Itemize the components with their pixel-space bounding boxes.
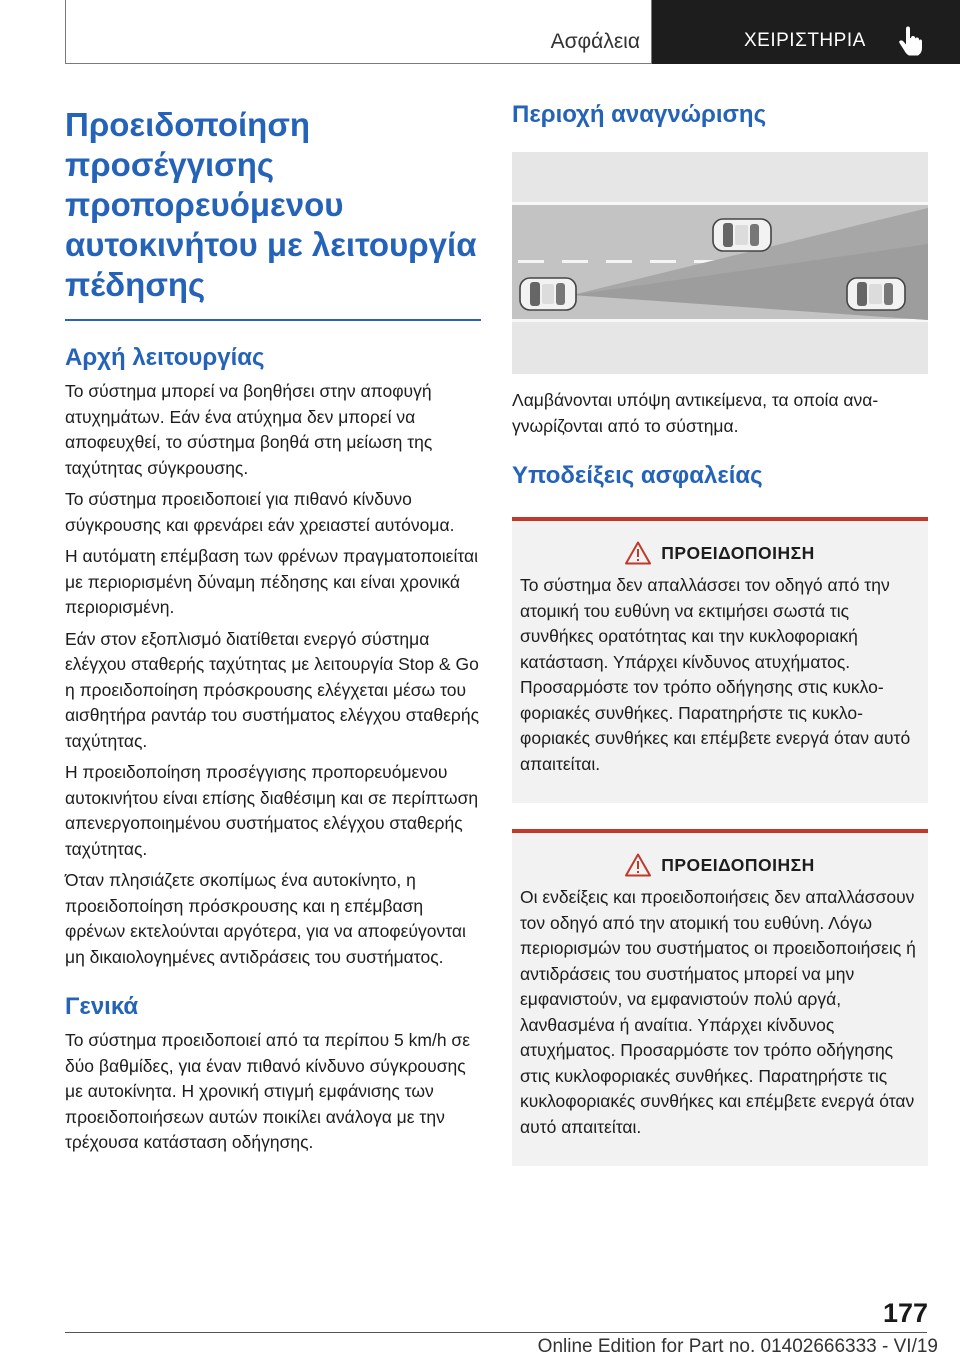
warning-triangle-icon — [625, 541, 651, 565]
warning-triangle-icon — [625, 853, 651, 877]
title-line: προσέγγισης — [65, 146, 275, 183]
section-heading-general: Γενικά — [65, 993, 139, 1020]
warning-box — [512, 517, 928, 803]
paragraph: Η προειδοποίηση προσέγγισης προπορευόμενου αυτοκινήτου είναι επίσης διαθέσιμη και σε περίπτωση απενεργοποιημένου συστήματος ελέγχου σταθερής ταχύτητας. — [65, 762, 479, 859]
warning-box — [512, 829, 928, 1166]
chapter-tab-label: ΧΕΙΡΙΣΤΗΡΙΑ — [744, 30, 866, 51]
paragraph: Εάν στον εξοπλισμό διατίθεται ενεργό σύστημα ελέγχου σταθερής ταχύτητας με λειτουργία Stop & Go η προειδοποίηση πρόσκρουσης ελέγχεται μέσω του αισθητήρα ραντάρ του συστήματος ελέγχου σταθερής ταχύτητας. — [65, 628, 480, 751]
header-chapter-tab[interactable] — [652, 0, 960, 64]
warning-title: ΠΡΟΕΙΔΟΠΟΙΗΣΗ — [661, 854, 815, 875]
hand-pointer-icon — [898, 26, 922, 56]
title-line: προπορευόμενου — [65, 186, 344, 223]
car-ahead-center — [713, 219, 771, 251]
paragraph: Το σύστημα προειδοποιεί από τα περίπου 5 km/h σε δύο βαθμίδες, για έναν πιθανό κίνδυνο σύγκρουσης με αυτοκίνητα. Η χρονική στιγμή εμφάνισης των προειδοποιήσεων αυτών ποικίλει ανάλογα με την τρέχουσα κατάσταση οδήγησης. — [65, 1030, 471, 1152]
footer-rule — [65, 1332, 927, 1333]
title-line: Προειδοποίηση — [65, 106, 311, 143]
title-line: αυτοκινήτου με λειτουργία — [65, 226, 477, 263]
header-left-line — [65, 0, 66, 64]
title-underline — [65, 319, 481, 321]
figure-caption: Λαμβάνονται υπόψη αντικείμενα, τα οποία αναγνωρίζονται από το σύστημα. — [512, 390, 879, 436]
title-line: πέδησης — [65, 266, 206, 303]
car-ahead-right — [847, 278, 905, 310]
warning-text: Οι ενδείξεις και προειδοποιήσεις δεν απαλλάσσουν τον οδηγό από την ατομική του ευθύνη. Λόγω περιορισμών του συστήματος οι προειδοποιήσεις ή αντιδράσεις του συστήματος μπορεί να μην εμφανιστούν, να εμφανιστούν πολύ αργά, λανθασμένα ή αναίτια. Υπάρχει κίνδυνος ατυχήματος. Προσαρμόστε τον τρόπο οδήγησης στις κυκλοφοριακές συνθήκες. Παρατηρήστε τις κυκλοφοριακές συνθήκες και επέμβετε ενεργά όταν αυτό απαιτείται. — [520, 887, 916, 1137]
paragraph: Η αυτόματη επέμβαση των φρένων πραγματοποιείται με περιορισμένη δύναμη πέδησης και είναι χρονικά περιορισμένη. — [65, 546, 479, 617]
warning-header — [520, 541, 920, 565]
header-bottom-line — [65, 63, 652, 64]
section-heading-principle: Αρχή λειτουργίας — [65, 344, 265, 371]
right-column — [512, 100, 928, 1166]
page-number: 177 — [882, 1298, 928, 1328]
page-title — [65, 105, 481, 305]
warning-header — [520, 853, 920, 877]
left-column — [65, 105, 481, 1156]
car-rear-left — [520, 278, 576, 310]
section-heading-safety: Υποδείξεις ασφαλείας — [512, 462, 763, 489]
warning-text: Το σύστημα δεν απαλλάσσει τον οδηγό από την ατομική του ευθύνη να εκτιμήσει σωστά τις συνθήκες ορατότητας και την κυκλοφοριακή κατάσταση. Υπάρχει κίνδυνος ατυχήματος. Προσαρμόστε τον τρόπο οδήγησης στις κυκλοφοριακές συνθήκες. Παρατηρήστε τις κυκλοφοριακές συνθήκες και επέμβετε ενεργά όταν αυτό απαιτείται. — [520, 575, 911, 774]
section-heading-detection-area: Περιοχή αναγνώρισης — [512, 101, 767, 128]
paragraph: Το σύστημα μπορεί να βοηθήσει στην αποφυγή ατυχημάτων. Εάν ένα ατύχημα δεν μπορεί να αποφευχθεί, το σύστημα βοηθά στη μείωση της ταχύτητας σύγκρουσης. — [65, 381, 433, 478]
detection-area-figure — [512, 152, 928, 374]
paragraph: Όταν πλησιάζετε σκοπίμως ένα αυτοκίνητο, η προειδοποίηση πρόσκρουσης και η επέμβαση φρένων εκτελούνται αργότερα, για να αποφεύγονται μη δικαιολογημένες αντιδράσεις του συστήματος. — [65, 870, 466, 967]
warning-title: ΠΡΟΕΙΔΟΠΟΙΗΣΗ — [661, 542, 815, 563]
road-illustration — [512, 152, 928, 374]
paragraph: Το σύστημα προειδοποιεί για πιθανό κίνδυνο σύγκρουσης και φρενάρει εάν χρειαστεί αυτόνομα. — [65, 489, 455, 535]
header-section-title: Ασφάλεια — [550, 30, 640, 53]
footer-edition: Online Edition for Part no. 01402666333 - VI/19 — [537, 1336, 938, 1357]
